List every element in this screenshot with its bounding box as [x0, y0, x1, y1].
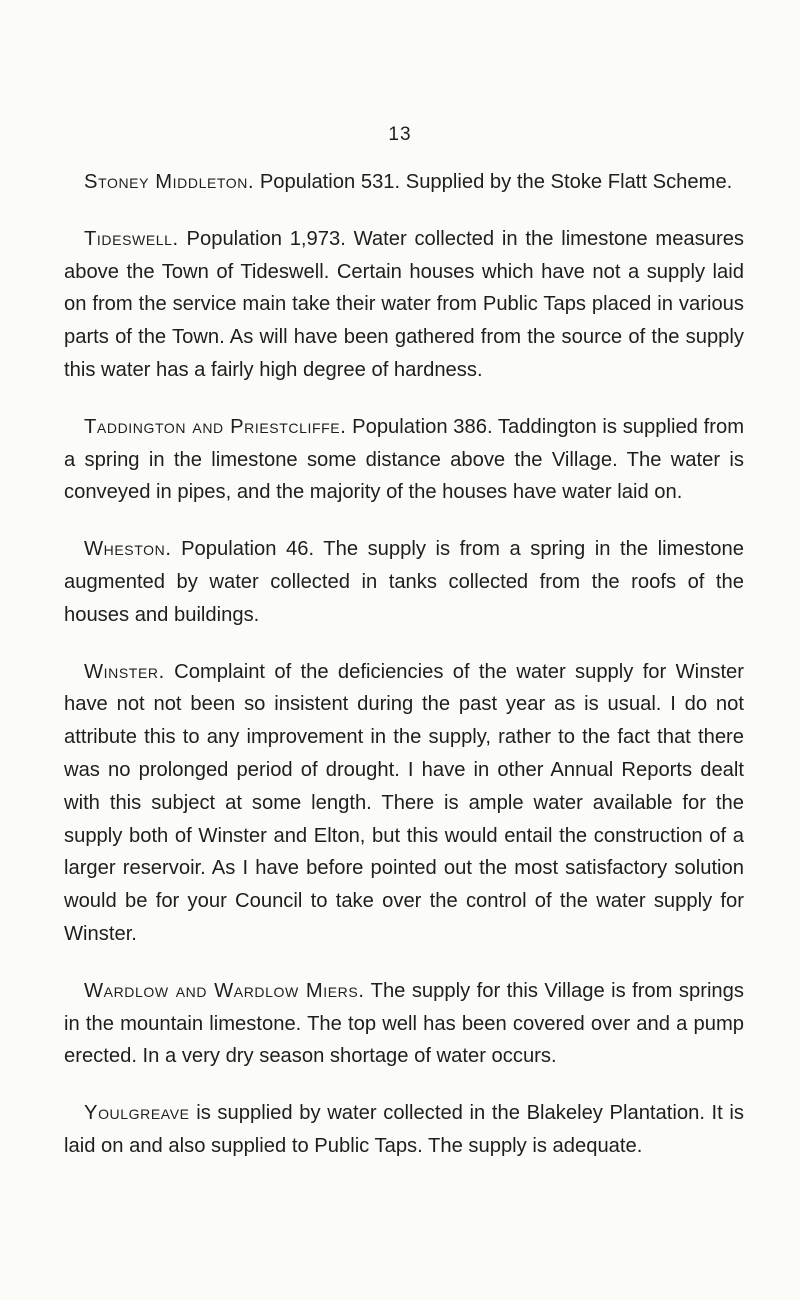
place-name: Tideswell. [84, 227, 179, 250]
paragraph-stoney-middleton [64, 166, 744, 199]
paragraph-text: is supplied by water collected in the Blakeley Plantation. It is laid on and also supplied to Public Taps. The supply is adequate. [64, 1102, 744, 1157]
paragraph-text: Population 46. The supply is from a spring in the limestone augmented by water collected in tanks collected from the roofs of the houses and buildings. [64, 538, 744, 626]
paragraph-text: The supply for this Village is from springs in the mountain limestone. The top well has been covered over and a pump erected. In a very dry season shortage of water occurs. [64, 979, 744, 1068]
paragraph-winster [64, 656, 744, 951]
place-name: Winster. [84, 660, 165, 683]
document-body [64, 166, 744, 1187]
place-name: Wheston. [84, 538, 172, 561]
place-name: Stoney Middleton. [84, 171, 255, 193]
place-name: Youlgreave [84, 1102, 190, 1125]
paragraph-taddington [64, 411, 744, 509]
page-number: 13 [388, 124, 412, 145]
paragraph-youlgreave [64, 1097, 744, 1163]
paragraph-wardlow [64, 975, 744, 1073]
paragraph-text: Population 531. Supplied by the Stoke Flatt Scheme. [259, 171, 733, 193]
paragraph-text: Population 1,973. Water collected in the limestone measures above the Town of Tideswell. Certain houses which have not a supply laid on from the service main take their water from Public Taps placed in various parts of the Town. As will have been gathered from the source of the supply this water has a fairly high degree of hardness. [64, 227, 745, 381]
paragraph-text: Population 386. Taddington is supplied from a spring in the limestone some distance above the Village. The water is conveyed in pipes, and the majority of the houses have water laid on. [64, 415, 745, 504]
paragraph-text: Complaint of the deficiencies of the water supply for Winster have not not been so insistent during the past year as is usual. I do not attribute this to any improvement in the supply, rather to the fact that there was no prolonged period of drought. I have in other Annual Reports dealt with this subject at some length. There is ample water available for the supply both of Winster and Elton, but this would entail the construction of a larger reservoir. As I have before pointed out the most satisfactory solution would be for your Council to take over the control of the water supply for Winster. [64, 660, 745, 945]
paragraph-wheston [64, 533, 744, 631]
paragraph-tideswell [64, 223, 744, 387]
place-name: Wardlow and Wardlow Miers. [84, 979, 365, 1002]
place-name: Taddington and Priestcliffe. [84, 415, 347, 438]
